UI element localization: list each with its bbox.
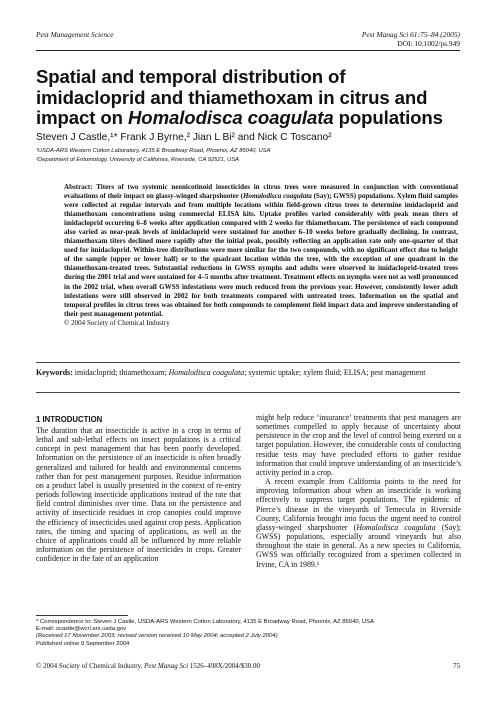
doi: DOI: 10.1002/ps.949: [397, 39, 460, 48]
page-number: 75: [453, 662, 460, 670]
footer-copyright: © 2004 Society of Chemical Industry.: [36, 662, 145, 670]
affiliation-1: ¹USDA-ARS Western Cotton Laboratory, 4135 E Broadway Road, Phoenix, AZ 85040, USA: [36, 148, 271, 154]
keywords-text-1: imidacloprid; thiamethoxam;: [72, 368, 169, 377]
keywords-label: Keywords:: [36, 368, 73, 377]
keywords-rule-top: [36, 362, 460, 363]
section-heading: 1 INTRODUCTION: [36, 415, 103, 424]
title-line-3: [36, 108, 466, 129]
keywords-rule-bottom: [36, 392, 460, 393]
footnotes: [36, 619, 460, 648]
abstract-copyright: © 2004 Society of Chemical Industry: [64, 318, 170, 327]
intro-p2-species: Homalodisca coagulata: [356, 522, 436, 532]
correspondence-note: * Correspondence to: Steven J Castle, USDA-ARS Western Cotton Laboratory, 4135 E Broadway Road, Phoenix, AZ 85040, USA: [36, 619, 375, 625]
abstract: [64, 183, 458, 328]
intro-paragraph-2: [256, 477, 461, 569]
affiliation-2: ²Department of Entomology, University of California, Riverside, CA 92521, USA: [36, 157, 239, 163]
received-note: (Received 17 November 2003; revised version received 10 May 2004; accepted 2 July 2004): [36, 633, 278, 640]
title-text-end: populations: [333, 107, 443, 128]
citation-block: [362, 30, 460, 48]
published-note: Published online 9 September 2004: [36, 640, 130, 647]
page-footer: [36, 662, 460, 670]
footer-issn: 1526–498X/2004/$30.00: [188, 662, 260, 670]
footnote-rule: [36, 615, 128, 616]
title-line-1: Spatial and temporal distribution of: [36, 66, 346, 87]
keywords-text-2: ; systemic uptake; xylem fluid; ELISA; pest management: [244, 368, 426, 377]
title-text: impact on: [36, 107, 128, 128]
author-list: Steven J Castle,¹* Frank J Byrne,² Jian L Bi² and Nick C Toscano²: [36, 132, 332, 143]
intro-right-column: [256, 413, 461, 569]
journal-name: Pest Management Science: [36, 30, 114, 39]
intro-p2-text-1: A recent example from California points to the need for improving information about when an insecticide is working effectively to suppress target populations. The epidemic of Pierce’s disease in the vineyards of Temecula in Riverside County, California brought into focus the urgent need to control glassy-winged sharpshooter (: [256, 477, 461, 532]
abstract-label: Abstract:: [64, 183, 93, 191]
abstract-text-1: Titers of two systemic neonicotinoid insecticides in citrus trees were measured in conjunction with conventional evaluations of their impact on glassy-winged sharpshooter (: [64, 183, 458, 201]
keywords: [36, 368, 460, 378]
intro-paragraph-1-cont: might help reduce ‘insurance’ treatments that pest managers are sometimes compelled to apply because of uncertainty about persistence in the crop and the level of control being exerted on a target population. However, the considerable costs of conducting residue tests may have precluded efforts to gather residue information that could improve understanding of an insecticide’s activity period in a crop.: [256, 413, 461, 477]
email-note: E-mail: scastle@wcrl.ars.usda.gov: [36, 626, 127, 633]
title-line-2: imidacloprid and thiamethoxam in citrus and: [36, 86, 428, 108]
keywords-species: Homalodisca coagulata: [168, 368, 245, 377]
abstract-text-2: (Say); GWSS) populations. Xylem fluid samples were collected at regular intervals and from multiple locations within field-grown citrus trees to determine imidacloprid and thiamethoxam concentrations using commercial ELISA kits. Uptake profiles varied considerably with peak mean titers of imidacloprid occurring 6–8 weeks after application compared with 2 weeks for thiamethoxam. The persistence of each compound also varied as near-peak levels of imidacloprid were sustained for another 6–10 weeks before gradually declining. In contrast, thiamethoxam titers declined more rapidly after the initial peak, possibly reflecting an application rate only one-quarter of that used for imidacloprid. Within-tree distributions were more similar for the two compounds, with no significant effect due to height of the sample (upper or lower half) or to the quadrant location within the tree, with the exception of one quadrant in the thiamethoxam-treated trees. Substantial reductions in GWSS nymphs and adults were observed in imidacloprid-treated trees during the 2001 trial and were sustained for 4–5 months after treatment. Treatment effects on nymphs were not as well pronounced in the 2002 trial, when overall GWSS infestations were much reduced from the previous year. However, consistently lower adult infestations were still observed in 2002 for both treatments compared with untreated trees. Information on the spatial and temporal profiles in citrus trees was obtained for both compounds to complement field impact data and improve understanding of their pest management potential.: [64, 192, 458, 318]
intro-paragraph-1: The duration that an insecticide is active in a crop in terms of lethal and sub-lethal effects on insect populations is a critical concept in pest management that has been poorly developed. Information on the persistence of an insecticide is often broadly generalized and tailored for health and environmental concerns rather than for pest management purposes. Residue information on a product label is usually presented in the context of re-entry periods following insecticide applications instead of the rate that field control diminishes over time. Data on the persistence and activity of insecticide residues in crop canopies could improve the efficiency of insecticides used against crop pests. Application rates, the timing and spacing of applications, as well as the choice of applications could all be influenced by more reliable information on the persistence of insecticides in crops. Greater confidence in the fate of an application: [36, 426, 241, 564]
abstract-species: Homalodisca coagulata: [242, 192, 312, 201]
intro-p2-text-2: (Say); GWSS) populations, especially around vineyards but also throughout the state in general. As a new species to California, GWSS was officially recognized from a specimen collected in Irvine, CA in 1989.¹: [256, 522, 461, 569]
paper-title: [36, 67, 466, 129]
header-rule: [36, 50, 460, 51]
title-species: Homalodisca coagulata: [127, 107, 334, 128]
footer-journal: Pest Manag Sci: [144, 662, 189, 670]
citation: Pest Manag Sci 61:75–84 (2005): [361, 30, 460, 39]
intro-left-column: [36, 426, 241, 563]
